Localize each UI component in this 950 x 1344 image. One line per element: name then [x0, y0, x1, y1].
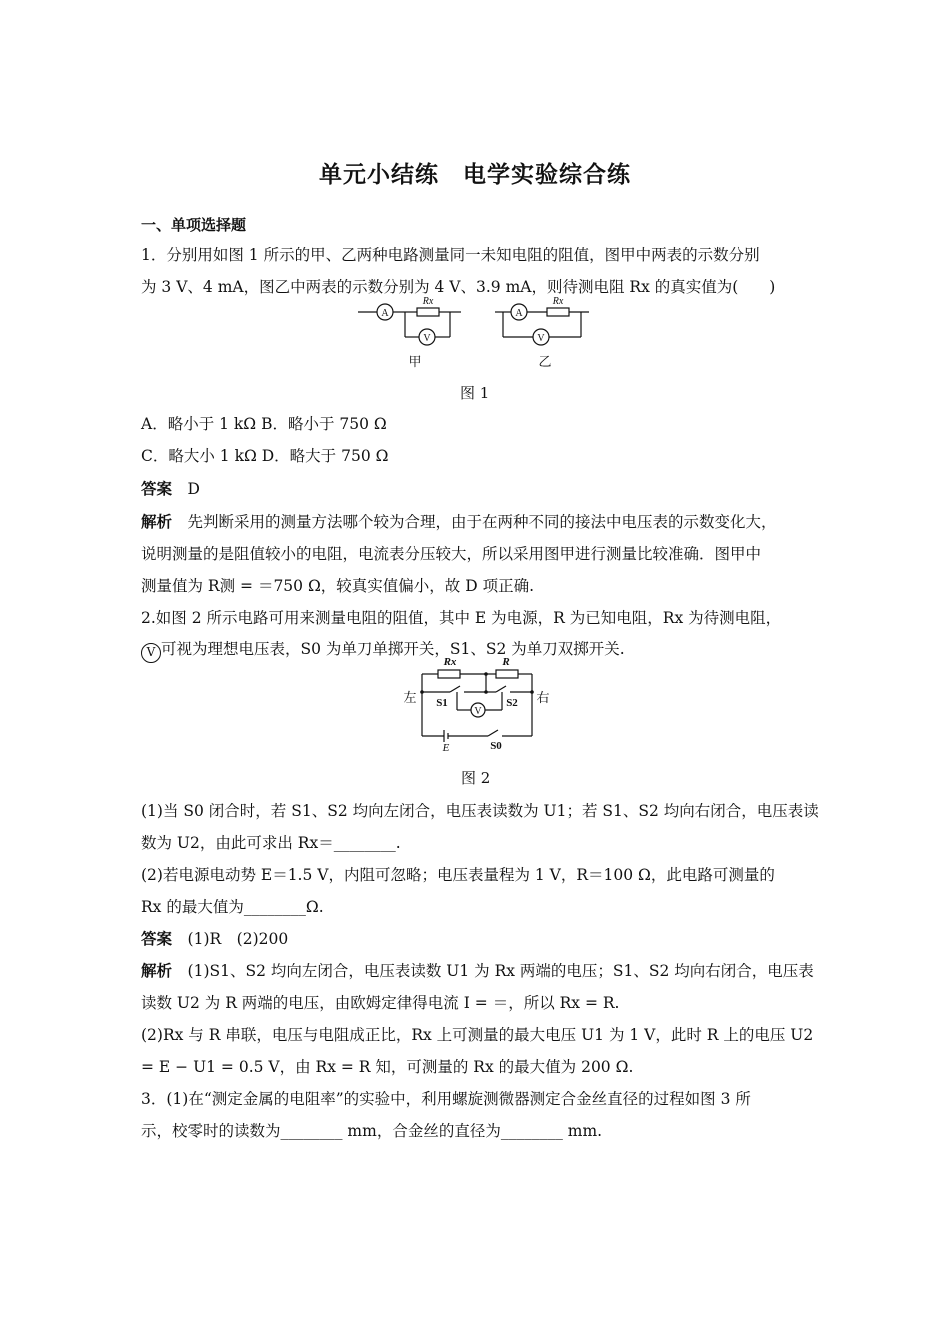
- analysis-text: 先判断采用的测量方法哪个较为合理，由于在两种不同的接法中电压表的示数变化大，: [187, 513, 777, 531]
- fig2-r-label: R: [502, 656, 510, 668]
- fig1-label-jia: 甲: [408, 354, 422, 369]
- ammeter-a-label: A: [381, 308, 389, 319]
- q1-options-cd: C．略大小 1 kΩ D．略大于 750 Ω: [141, 447, 389, 465]
- figure-1-circuits: [355, 292, 595, 372]
- q1-analysis-line1: [141, 510, 777, 532]
- q1-options-ab: A．略小于 1 kΩ B．略小于 750 Ω: [141, 415, 387, 433]
- ammeter-b-label: A: [515, 308, 523, 319]
- voltmeter-icon: V: [141, 643, 161, 663]
- q2-part2-line1: (2)若电源电动势 E＝1.5 V，内阻可忽略；电压表量程为 1 V，R＝100 Ω，此电路可测量的: [141, 866, 775, 884]
- q1-text-line2: 为 3 V、4 mA，图乙中两表的示数分别为 4 V、3.9 mA，则待测电阻 Rx 的真实值为( ): [141, 278, 776, 296]
- figure-2-caption: 图 2: [461, 769, 491, 787]
- q2-analysis-line2: 读数 U2 为 R 两端的电压，由欧姆定律得电流 I = ＝，所以 Rx = R.: [141, 994, 620, 1012]
- rx-b-label: Rx: [552, 296, 564, 307]
- analysis-label: 解析: [141, 513, 173, 531]
- q2-answer: [141, 927, 288, 949]
- fig2-s1-label: S1: [436, 697, 448, 709]
- q2-part1-line1: (1)当 S0 闭合时，若 S1、S2 均向左闭合，电压表读数为 U1；若 S1、S2 均向右闭合，电压表读: [141, 802, 819, 820]
- q1-analysis-line2: 说明测量的是阻值较小的电阻，电流表分压较大，所以采用图甲进行测量比较准确．图甲中: [141, 545, 762, 563]
- q2-text-line1: 2.如图 2 所示电路可用来测量电阻的阻值，其中 E 为电源，R 为已知电阻，Rx 为待测电阻，: [141, 609, 782, 627]
- answer-value: D: [187, 480, 200, 498]
- fig1-label-yi: 乙: [538, 354, 552, 369]
- q1-analysis-line3: 测量值为 R测 = ＝750 Ω，较真实值偏小，故 D 项正确.: [141, 577, 535, 595]
- fig2-s2-label: S2: [506, 697, 518, 709]
- q2-analysis-line3: (2)Rx 与 R 串联，电压与电阻成正比，Rx 上可测量的最大电压 U1 为 1 V，此时 R 上的电压 U2: [141, 1026, 814, 1044]
- q1-answer: [141, 477, 200, 499]
- q2-part1-line2: 数为 U2，由此可求出 Rx＝________.: [141, 834, 401, 852]
- answer-label: 答案: [141, 930, 173, 948]
- analysis-label: 解析: [141, 962, 173, 980]
- section-heading: 一、单项选择题: [141, 216, 247, 234]
- page-title: 单元小结练 电学实验综合练: [319, 162, 631, 188]
- analysis-text: (1)S1、S2 均向左闭合，电压表读数 U1 为 Rx 两端的电压；S1、S2 均向右闭合，电压表: [187, 962, 814, 980]
- q2-part2-line2: Rx 的最大值为________Ω.: [141, 898, 324, 916]
- q3-text-line2: 示，校零时的读数为________ mm，合金丝的直径为________ mm.: [141, 1122, 603, 1140]
- q3-text-line1: 3．(1)在“测定金属的电阻率”的实验中，利用螺旋测微器测定合金丝直径的过程如图 3 所: [141, 1090, 751, 1108]
- figure-1-caption: 图 1: [460, 384, 490, 402]
- fig2-v-label: V: [474, 706, 482, 717]
- q2-line2-text: 可视为理想电压表，S0 为单刀单掷开关，S1、S2 为单刀双掷开关.: [161, 640, 625, 658]
- fig2-left-label: 左: [403, 690, 417, 705]
- voltmeter-a-label: V: [423, 333, 431, 344]
- answer-label: 答案: [141, 480, 173, 498]
- fig2-e-label: E: [442, 742, 450, 754]
- q2-analysis-line1: [141, 959, 814, 981]
- rx-a-label: Rx: [422, 296, 434, 307]
- figure-2-circuit: [400, 654, 560, 754]
- answer-value: (1)R (2)200: [187, 930, 289, 948]
- q2-analysis-line4: = E − U1 = 0.5 V，由 Rx = R 知，可测量的 Rx 的最大值为 200 Ω.: [141, 1058, 634, 1076]
- voltmeter-b-label: V: [537, 333, 545, 344]
- fig2-s0-label: S0: [490, 740, 502, 752]
- q1-text-line1: 1．分别用如图 1 所示的甲、乙两种电路测量同一未知电阻的阻值，图甲中两表的示数分别: [141, 246, 760, 264]
- fig2-right-label: 右: [536, 690, 550, 705]
- fig2-rx-label: Rx: [443, 656, 457, 668]
